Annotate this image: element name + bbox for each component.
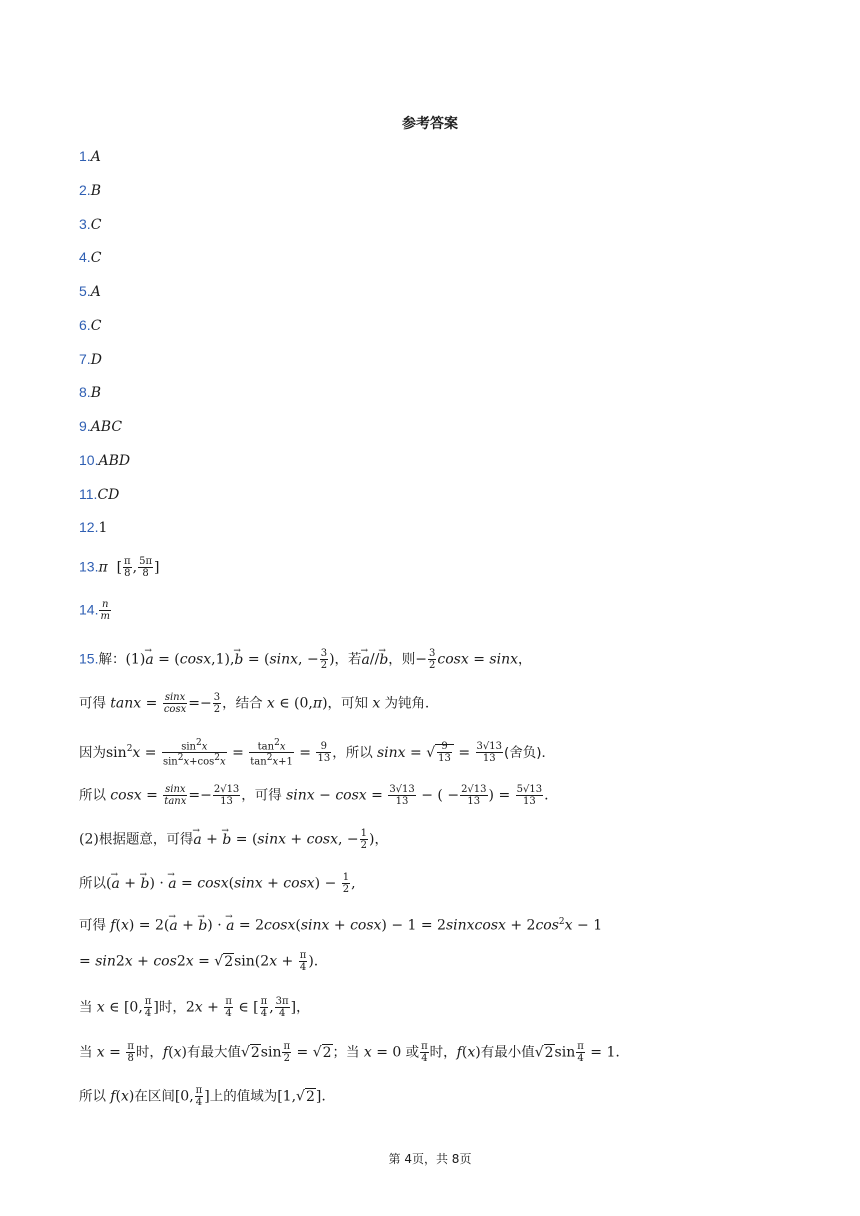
solution-line: 当 x = $\frac{\pi}{8}$ 时，f(x)有最大值√2sin $\frac{\pi}{2}$ = √2；当 x = 0 或 $\frac{\pi}{4}$ 时，f(x)有最小值√2sin $\frac{\pi}{4}$ = 1. (79, 1041, 620, 1064)
answer-line: 2.B (79, 182, 101, 199)
solution-line: 所以(→ a + → b) · → a = cosx(sinx + cosx) − $\frac{1}{2}$ , (79, 872, 356, 895)
answer-line: 13.π [ $\frac{\pi}{8}$ , $\frac{5\pi}{8}$ ] (79, 556, 160, 579)
answer-line: 3.C (79, 216, 102, 233)
answer-line: 1.A (79, 148, 101, 165)
solution-line: (2)根据题意，可得→ a + → b = (sinx + cosx, − $\frac{1}{2}$ )， (79, 828, 388, 851)
answer-line: 10.ABD (79, 452, 131, 469)
answer-line: 11.CD (79, 486, 120, 503)
answer-line: 8.B (79, 384, 101, 401)
page-footer: 第 4页，共 8页 (388, 1152, 472, 1166)
answer-line: 6.C (79, 317, 102, 334)
answer-line: 4.C (79, 249, 102, 266)
solution-line: 因为$\sin^2x$ = $\frac{\sin^2x}{\sin^2x+\cos^2x}$ = $\frac{\tan^2x}{\tan^2x+1}$ = $\frac{9}{13}$ ，所以 sinx = √ $\frac{9}{13}$ = $\frac{3√13}{13}$ (舍负)． (79, 738, 556, 768)
solution-line: 可得 tanx = $\frac{\sin x}{\cos x}$ =− $\frac{3}{2}$ ，结合 x ∈ (0,π)，可知 x 为钝角． (79, 692, 439, 715)
solution-line: = sin2x + cos2x = √2sin(2x + $\frac{\pi}{4}$ ). (79, 950, 319, 973)
answer-line: 5.A (79, 283, 101, 300)
solution-line: 所以 f(x)在区间[0, $\frac{\pi}{4}$ ]上的值域为[1,√2]. (79, 1085, 326, 1108)
answer-line: 7.D (79, 351, 102, 368)
answer-line: 9.ABC (79, 418, 123, 435)
page-title: 参考答案 (402, 116, 458, 132)
solution-line: 15.解：(1)→ a = (cosx,1),→ b = (sinx, − $\frac{3}{2}$ )，若→ a//→ b，则− $\frac{3}{2}$ cosx = sinx， (79, 648, 531, 671)
solution-line: 可得 f(x) = 2(→ a + → b) · → a = 2cosx(sinx + cosx) − 1 = 2sinxcosx + $2\cos^2x - 1$ (79, 912, 602, 936)
solution-line: 所以 cosx = $\frac{\sin x}{\tan x}$ =− $\frac{2√13}{13}$ ，可得 sinx − cosx = $\frac{3√13}{13}$ − ( − $\frac{2√13}{13}$ ) = $\frac{5√13}{13}$ . (79, 784, 549, 807)
answer-line: 12.1 (79, 519, 108, 536)
solution-line: 当 x ∈ [0, $\frac{\pi}{4}$ ]时，2x + $\frac{\pi}{4}$ ∈ [ $\frac{\pi}{4}$ , $\frac{3\pi}{4}$ ]， (79, 996, 310, 1019)
answer-line: 14. $\frac{n}{m}$ (79, 599, 110, 622)
